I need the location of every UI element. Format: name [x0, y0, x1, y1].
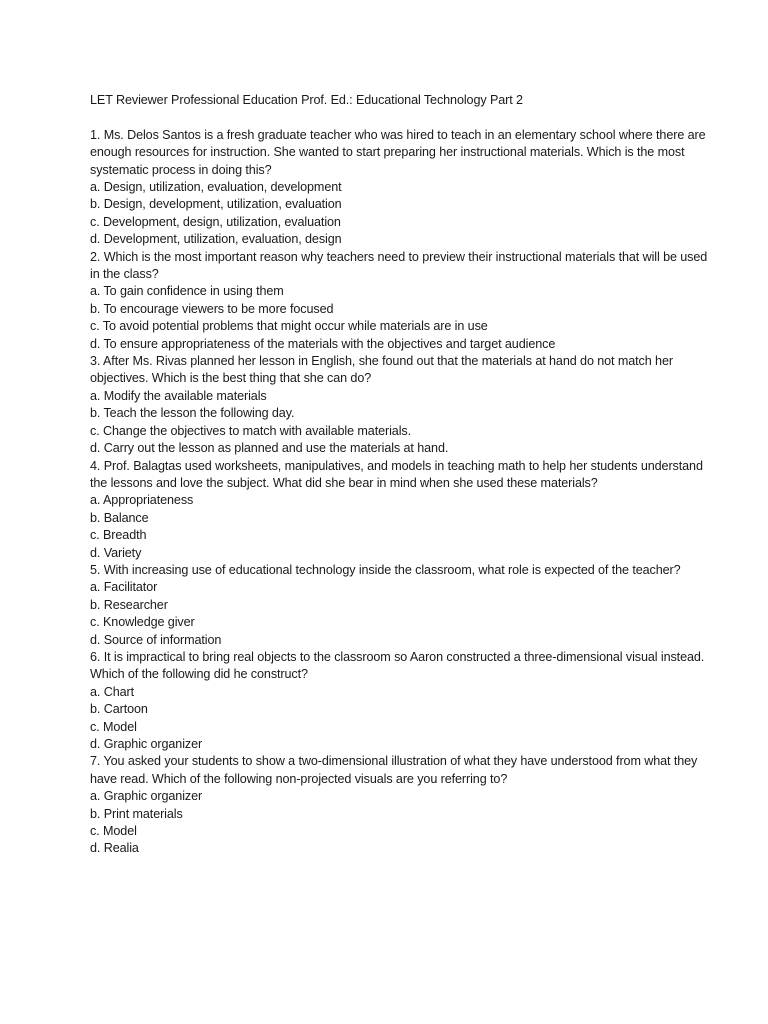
question-6-choice-c: c. Model — [90, 719, 137, 734]
question-4 — [90, 458, 720, 562]
question-2 — [90, 249, 720, 353]
question-1-stem: 1. Ms. Delos Santos is a fresh graduate teacher who was hired to teach in an elementary school where there are enough resources for instruction. She wanted to start preparing her instructional materials. Which is the most systematic process in doing this? — [90, 127, 706, 177]
question-2-stem: 2. Which is the most important reason why teachers need to preview their instructional materials that will be used in the class? — [90, 249, 708, 282]
question-5-choice-d: d. Source of information — [90, 632, 222, 647]
question-3-choice-a: a. Modify the available materials — [90, 388, 267, 403]
question-7-choice-b: b. Print materials — [90, 806, 183, 821]
question-6-choice-a: a. Chart — [90, 684, 134, 699]
question-4-stem: 4. Prof. Balagtas used worksheets, manipulatives, and models in teaching math to help her students understand the lessons and love the subject. What did she bear in mind when she used these materials? — [90, 458, 703, 490]
question-2-choice-d: d. To ensure appropriateness of the materials with the objectives and target audience — [90, 336, 556, 351]
question-6-stem: 6. It is impractical to bring real objects to the classroom so Aaron constructed a three-dimensional visual instead. Which of the following did he construct? — [90, 649, 705, 682]
question-7-choice-d: d. Realia — [90, 841, 139, 856]
question-4-choice-d: d. Variety — [90, 545, 142, 560]
question-5 — [90, 562, 720, 649]
question-4-choice-a: a. Appropriateness — [90, 493, 194, 508]
question-1-choice-d: d. Development, utilization, evaluation, design — [90, 232, 342, 247]
question-1-choice-c: c. Development, design, utilization, evaluation — [90, 214, 341, 229]
question-6-choice-d: d. Graphic organizer — [90, 737, 203, 752]
question-5-choice-c: c. Knowledge giver — [90, 615, 195, 630]
question-7-choice-a: a. Graphic organizer — [90, 789, 203, 804]
question-3-stem: 3. After Ms. Rivas planned her lesson in English, she found out that the materials at hand do not match her objectives. Which is the best thing that she can do? — [90, 354, 673, 386]
question-5-choice-a: a. Facilitator — [90, 580, 158, 595]
question-6-choice-b: b. Cartoon — [90, 702, 148, 717]
question-2-choice-b: b. To encourage viewers to be more focused — [90, 301, 334, 316]
question-4-choice-b: b. Balance — [90, 510, 149, 525]
question-7-choice-c: c. Model — [90, 824, 137, 839]
question-1 — [90, 127, 720, 249]
question-2-choice-c: c. To avoid potential problems that might occur while materials are in use — [90, 319, 488, 334]
question-3-choice-d: d. Carry out the lesson as planned and use the materials at hand. — [90, 441, 449, 456]
question-7-stem: 7. You asked your students to show a two-dimensional illustration of what they have understood from what they have read. Which of the following non-projected visuals are you referring to? — [90, 754, 698, 786]
question-6 — [90, 649, 720, 753]
question-5-choice-b: b. Researcher — [90, 597, 168, 612]
document-page — [90, 92, 720, 858]
document-title: LET Reviewer Professional Education Prof. Ed.: Educational Technology Part 2 — [90, 93, 523, 107]
question-3 — [90, 353, 720, 457]
question-5-stem: 5. With increasing use of educational technology inside the classroom, what role is expected of the teacher? — [90, 562, 681, 577]
question-2-choice-a: a. To gain confidence in using them — [90, 284, 284, 299]
question-3-choice-b: b. Teach the lesson the following day. — [90, 406, 295, 421]
question-3-choice-c: c. Change the objectives to match with available materials. — [90, 423, 412, 438]
question-1-choice-b: b. Design, development, utilization, evaluation — [90, 197, 342, 212]
question-1-choice-a: a. Design, utilization, evaluation, development — [90, 180, 342, 195]
question-4-choice-c: c. Breadth — [90, 528, 147, 543]
question-7 — [90, 753, 720, 857]
